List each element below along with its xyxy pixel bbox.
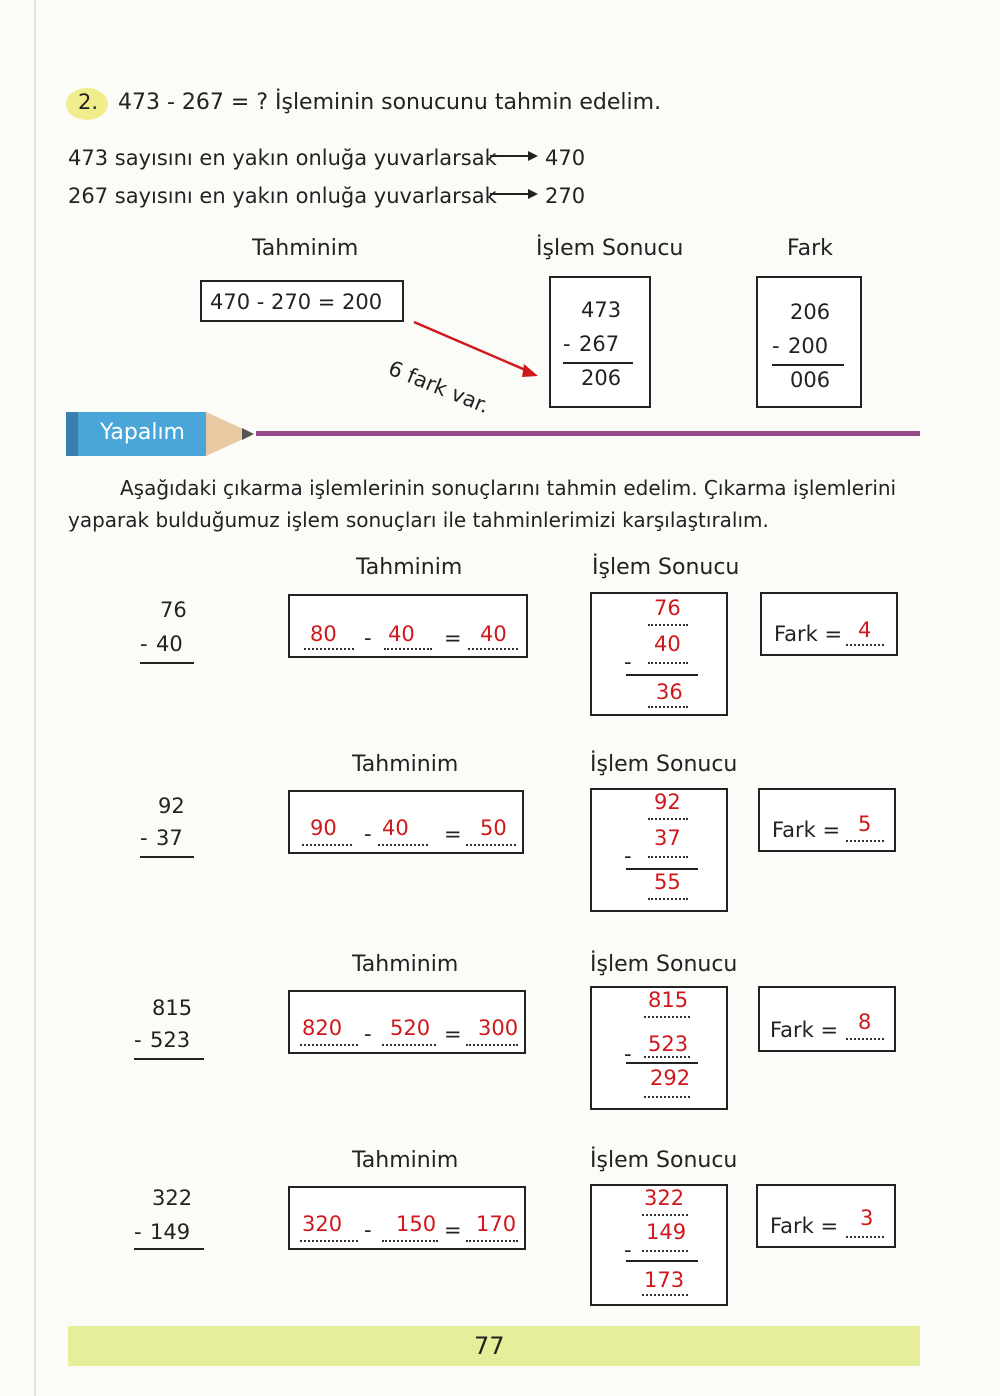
problem-bottom: 523: [150, 1028, 191, 1052]
problem-bottom: 40: [156, 632, 183, 656]
result-a: 76: [654, 596, 681, 620]
estimate-b: 520: [390, 1016, 431, 1040]
section-rule: [256, 431, 920, 436]
minus-sign: -: [134, 1028, 142, 1052]
header-islem-sonucu: İşlem Sonucu: [590, 752, 738, 777]
estimate-a: 320: [302, 1212, 343, 1236]
result-b: 40: [654, 632, 681, 656]
minus-sign: -: [624, 1042, 632, 1066]
blank-line: [644, 1056, 690, 1058]
result-line: [626, 1062, 698, 1064]
header-fark: Fark: [787, 236, 833, 261]
problem-bottom: 149: [150, 1220, 191, 1244]
yapalim-title: Yapalım: [100, 420, 185, 445]
blank-line: [466, 1240, 518, 1242]
estimate-box: [288, 594, 528, 658]
result-line: [626, 1260, 698, 1262]
instruction-line-1: Aşağıdaki çıkarma işlemlerinin sonuçlarını tahmin edelim. Çıkarma işlemlerini: [120, 476, 897, 500]
result-top: 473: [581, 298, 622, 322]
header-tahminim: Tahminim: [352, 952, 459, 977]
diff-box: [756, 276, 862, 408]
header-tahminim: Tahminim: [352, 752, 459, 777]
question-number: 2.: [78, 90, 99, 114]
result-box: [549, 276, 651, 408]
blank-line: [468, 648, 518, 650]
fark-value: 4: [858, 618, 872, 642]
blank-line: [648, 856, 688, 858]
blank-line: [382, 1240, 438, 1242]
fark-label: Fark =: [774, 622, 843, 646]
page-number: 77: [474, 1332, 505, 1360]
minus-sign: -: [624, 844, 632, 868]
estimate-a: 80: [310, 622, 337, 646]
result-a: 815: [648, 988, 689, 1012]
estimate-b: 40: [382, 816, 409, 840]
difference-note: 6 fark var.: [385, 356, 493, 419]
problem-line: [134, 1248, 204, 1250]
diff-answer: 006: [790, 368, 831, 392]
result-box: [590, 592, 728, 716]
blank-line: [846, 1236, 884, 1238]
blank-line: [846, 644, 884, 646]
header-islem-sonucu: İşlem Sonucu: [536, 236, 684, 261]
header-islem-sonucu: İşlem Sonucu: [590, 952, 738, 977]
problem-top: 322: [152, 1186, 193, 1210]
blank-line: [642, 1214, 688, 1216]
minus-sign: -: [624, 1238, 632, 1262]
fark-label: Fark =: [772, 818, 841, 842]
blank-line: [642, 1294, 688, 1296]
blank-line: [648, 818, 688, 820]
result-box: [590, 986, 728, 1110]
fark-box: [758, 788, 896, 852]
result-answer: 173: [644, 1268, 685, 1292]
arrow-icon: [490, 146, 540, 170]
diff-bottom: 200: [788, 334, 829, 358]
blank-line: [466, 844, 516, 846]
minus-sign: -: [772, 334, 780, 358]
blank-line: [846, 1038, 884, 1040]
estimate-box: [288, 790, 524, 854]
equals-sign: =: [444, 626, 462, 650]
fark-label: Fark =: [770, 1214, 839, 1238]
instruction-line-2: yaparak bulduğumuz işlem sonuçları ile tahminlerimizi karşılaştıralım.: [68, 508, 769, 532]
fark-value: 8: [858, 1010, 872, 1034]
minus-sign: -: [364, 1022, 372, 1046]
fark-box: [758, 986, 896, 1052]
result-bottom: 267: [579, 332, 620, 356]
estimate-box: [288, 1186, 526, 1250]
blank-line: [644, 1096, 690, 1098]
problem-top: 76: [160, 598, 187, 622]
blank-line: [648, 662, 688, 664]
result-answer: 292: [650, 1066, 691, 1090]
fark-box: [760, 592, 898, 656]
diff-line: [772, 364, 844, 366]
estimate-box: [200, 280, 404, 322]
result-b: 523: [648, 1032, 689, 1056]
minus-sign: -: [140, 632, 148, 656]
fark-box: [756, 1184, 896, 1248]
minus-sign: -: [364, 626, 372, 650]
blank-line: [378, 844, 428, 846]
estimate-result: 170: [476, 1212, 517, 1236]
minus-sign: -: [624, 650, 632, 674]
page-edge: [34, 0, 36, 1396]
diff-top: 206: [790, 300, 831, 324]
blank-line: [302, 844, 352, 846]
blank-line: [304, 648, 354, 650]
blank-line: [644, 1016, 690, 1018]
problem-line: [140, 856, 194, 858]
result-line: [563, 362, 633, 364]
estimate-text: 470 - 270 = 200: [210, 290, 383, 314]
blank-line: [846, 840, 884, 842]
estimate-a: 90: [310, 816, 337, 840]
arrow-icon: [490, 184, 540, 208]
problem-line: [134, 1058, 204, 1060]
header-islem-sonucu: İşlem Sonucu: [590, 1148, 738, 1173]
round2-value: 270: [545, 184, 586, 208]
round1-value: 470: [545, 146, 586, 170]
blank-line: [300, 1044, 358, 1046]
round2-label: 267 sayısını en yakın onluğa yuvarlarsak: [68, 184, 497, 208]
question-text: 473 - 267 = ? İşleminin sonucunu tahmin edelim.: [118, 90, 662, 115]
result-answer: 36: [656, 680, 683, 704]
minus-sign: -: [134, 1220, 142, 1244]
problem-top: 92: [158, 794, 185, 818]
fark-value: 3: [860, 1206, 874, 1230]
estimate-result: 300: [478, 1016, 519, 1040]
result-a: 92: [654, 790, 681, 814]
equals-sign: =: [444, 1022, 462, 1046]
yapalim-banner: [66, 410, 256, 458]
estimate-box: [288, 990, 526, 1054]
header-tahminim: Tahminim: [352, 1148, 459, 1173]
result-box: [590, 1184, 728, 1306]
problem-top: 815: [152, 996, 193, 1020]
equals-sign: =: [444, 822, 462, 846]
blank-line: [648, 706, 688, 708]
minus-sign: -: [364, 822, 372, 846]
result-line: [626, 674, 698, 676]
estimate-b: 150: [396, 1212, 437, 1236]
minus-sign: -: [563, 332, 571, 356]
estimate-result: 50: [480, 816, 507, 840]
blank-line: [642, 1250, 688, 1252]
result-b: 149: [646, 1220, 687, 1244]
result-answer: 55: [654, 870, 681, 894]
minus-sign: -: [364, 1218, 372, 1242]
blank-line: [648, 898, 688, 900]
problem-bottom: 37: [156, 826, 183, 850]
blank-line: [466, 1044, 518, 1046]
result-answer: 206: [581, 366, 622, 390]
fark-label: Fark =: [770, 1018, 839, 1042]
blank-line: [648, 624, 688, 626]
result-box: [590, 788, 728, 912]
blank-line: [300, 1240, 358, 1242]
estimate-result: 40: [480, 622, 507, 646]
header-tahminim: Tahminim: [356, 555, 463, 580]
blank-line: [382, 1044, 436, 1046]
fark-value: 5: [858, 812, 872, 836]
problem-line: [140, 662, 194, 664]
result-a: 322: [644, 1186, 685, 1210]
estimate-b: 40: [388, 622, 415, 646]
estimate-a: 820: [302, 1016, 343, 1040]
result-b: 37: [654, 826, 681, 850]
header-tahminim: Tahminim: [252, 236, 359, 261]
header-islem-sonucu: İşlem Sonucu: [592, 555, 740, 580]
minus-sign: -: [140, 826, 148, 850]
blank-line: [384, 648, 432, 650]
equals-sign: =: [444, 1218, 462, 1242]
round1-label: 473 sayısını en yakın onluğa yuvarlarsak: [68, 146, 497, 170]
